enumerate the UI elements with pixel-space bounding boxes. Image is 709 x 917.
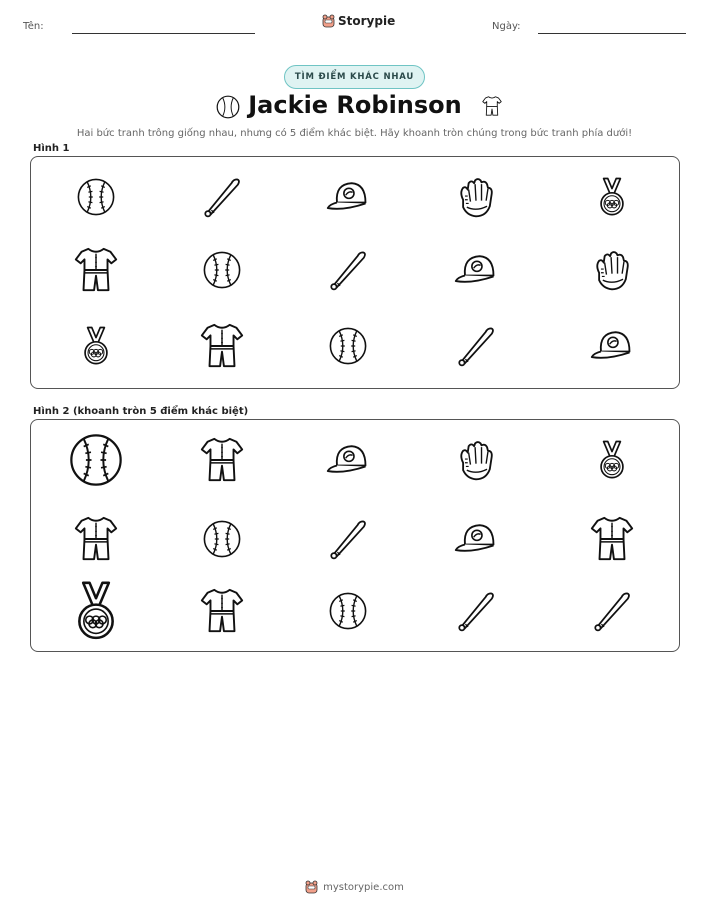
- medal-icon: [64, 579, 128, 643]
- panel-1-label: Hình 1: [33, 143, 70, 154]
- panel2-item-r1c4[interactable]: [453, 437, 499, 483]
- panel1-item-r2c2: [202, 250, 242, 290]
- uniform-icon: [198, 322, 246, 370]
- panel1-item-r1c3: [325, 174, 371, 220]
- date-field[interactable]: [538, 33, 686, 34]
- panel-2-label: Hình 2 (khoanh tròn 5 điểm khác biệt): [33, 406, 249, 417]
- baseball-icon: [328, 591, 368, 631]
- panel2-item-r3c1[interactable]: [64, 579, 128, 643]
- uniform-icon: [198, 436, 246, 484]
- activity-badge: TÌM ĐIỂM KHÁC NHAU: [284, 65, 425, 89]
- panel1-item-r2c1: [72, 246, 120, 294]
- bat-icon: [454, 589, 498, 633]
- uniform-icon: [72, 515, 120, 563]
- bat-icon: [326, 248, 370, 292]
- uniform-icon: [588, 515, 636, 563]
- panel1-item-r2c5: [589, 247, 635, 293]
- page-title: Jackie Robinson: [248, 91, 462, 119]
- footer-site: mystorypie.com: [323, 881, 404, 893]
- panel1-item-r1c5: [591, 176, 633, 218]
- baseball-icon: [76, 177, 116, 217]
- instructions: Hai bức tranh trông giống nhau, nhưng có 5 điểm khác biệt. Hãy khoanh tròn chúng trong bức tranh phía dưới!: [76, 128, 633, 139]
- uniform-icon: [198, 587, 246, 635]
- storypie-mascot-icon: [305, 880, 318, 894]
- medal-icon: [591, 439, 633, 481]
- panel2-item-r3c4[interactable]: [454, 589, 498, 633]
- panel2-item-r3c5[interactable]: [590, 589, 634, 633]
- panel2-item-r1c3[interactable]: [325, 437, 371, 483]
- cap-icon: [325, 174, 371, 220]
- panel2-item-r2c5[interactable]: [588, 515, 636, 563]
- panel2-item-r3c3[interactable]: [328, 591, 368, 631]
- cap-icon: [589, 323, 635, 369]
- uniform-icon: [72, 246, 120, 294]
- bat-icon: [326, 517, 370, 561]
- cap-icon: [325, 437, 371, 483]
- panel2-item-r2c1[interactable]: [72, 515, 120, 563]
- baseball-icon: [202, 250, 242, 290]
- glove-icon: [453, 437, 499, 483]
- panel2-item-r1c1[interactable]: [68, 432, 124, 488]
- cap-icon: [453, 516, 499, 562]
- panel1-item-r3c5: [589, 323, 635, 369]
- panel1-item-r3c1: [75, 325, 117, 367]
- panel2-item-r2c2[interactable]: [202, 519, 242, 559]
- brand-name: Storypie: [338, 14, 396, 28]
- bat-icon: [454, 324, 498, 368]
- panel1-item-r2c3: [326, 248, 370, 292]
- panel2-item-r1c5[interactable]: [591, 439, 633, 481]
- medal-icon: [591, 176, 633, 218]
- panel2-item-r2c4[interactable]: [453, 516, 499, 562]
- baseball-icon: [68, 432, 124, 488]
- panel1-item-r1c1: [76, 177, 116, 217]
- uniform-icon: [481, 92, 503, 120]
- panel2-item-r1c2[interactable]: [198, 436, 246, 484]
- name-field[interactable]: [72, 33, 255, 34]
- title-baseball-icon: [216, 95, 240, 123]
- medal-icon: [75, 325, 117, 367]
- name-label: Tên:: [23, 21, 44, 32]
- baseball-icon: [202, 519, 242, 559]
- baseball-icon: [328, 326, 368, 366]
- glove-icon: [453, 174, 499, 220]
- panel1-item-r3c4: [454, 324, 498, 368]
- storypie-mascot-icon: [322, 14, 335, 28]
- panel1-item-r3c3: [328, 326, 368, 366]
- date-label: Ngày:: [492, 21, 521, 32]
- panel2-item-r3c2[interactable]: [198, 587, 246, 635]
- panel1-item-r2c4: [453, 247, 499, 293]
- glove-icon: [589, 247, 635, 293]
- panel1-item-r1c2: [200, 175, 244, 219]
- panel1-item-r1c4: [453, 174, 499, 220]
- baseball-icon: [216, 95, 240, 119]
- footer: [0, 880, 709, 894]
- cap-icon: [453, 247, 499, 293]
- bat-icon: [590, 589, 634, 633]
- panel1-item-r3c2: [198, 322, 246, 370]
- panel2-item-r2c3[interactable]: [326, 517, 370, 561]
- brand-logo: [322, 14, 395, 28]
- bat-icon: [200, 175, 244, 219]
- title-uniform-icon: [481, 92, 503, 124]
